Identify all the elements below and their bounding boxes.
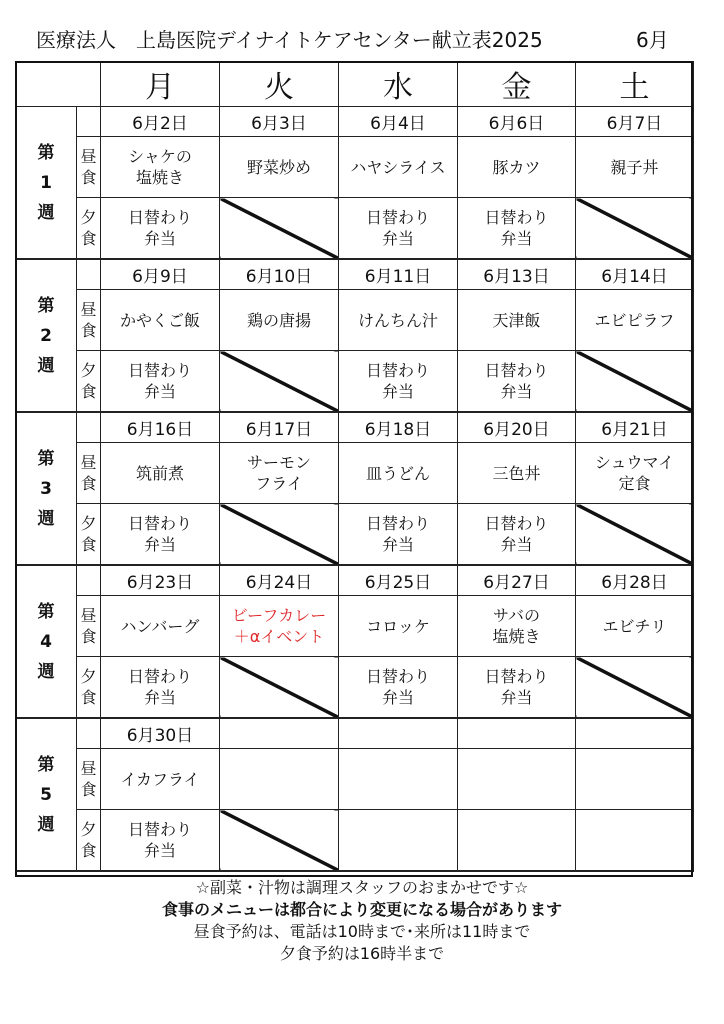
notes (0, 877, 724, 965)
meal-label-blank (77, 107, 101, 137)
dinner-cell: 日替わり 弁当 (339, 198, 458, 260)
dinner-label: 夕 食 (77, 657, 101, 719)
meal-label-blank (77, 565, 101, 596)
lunch-cell: 親子丼 (576, 137, 694, 198)
lunch-cell: サバの 塩焼き (458, 596, 576, 657)
no-dinner-cell (576, 198, 694, 260)
no-dinner-cell (576, 504, 694, 566)
dinner-cell: 日替わり 弁当 (101, 351, 220, 413)
date-cell: 6月20日 (458, 412, 576, 443)
meal-label-blank (77, 718, 101, 749)
date-cell: 6月4日 (339, 107, 458, 137)
dinner-row (16, 504, 694, 566)
lunch-cell: 豚カツ (458, 137, 576, 198)
lunch-cell: 皿うどん (339, 443, 458, 504)
no-dinner-cell (220, 657, 339, 719)
day-header-row (16, 62, 694, 107)
dinner-row (16, 810, 694, 872)
header-corner (16, 62, 101, 107)
lunch-cell: けんちん汁 (339, 290, 458, 351)
date-cell: 6月14日 (576, 259, 694, 290)
lunch-row (16, 596, 694, 657)
date-cell (220, 718, 339, 749)
lunch-cell: 三色丼 (458, 443, 576, 504)
dinner-row (16, 351, 694, 413)
lunch-label: 昼 食 (77, 290, 101, 351)
lunch-cell: 筑前煮 (101, 443, 220, 504)
lunch-row (16, 749, 694, 810)
date-cell (458, 718, 576, 749)
date-cell: 6月13日 (458, 259, 576, 290)
month-label: 6月 (636, 28, 669, 52)
lunch-cell: サーモン フライ (220, 443, 339, 504)
lunch-label: 昼 食 (77, 137, 101, 198)
dinner-cell: 日替わり 弁当 (339, 504, 458, 566)
lunch-cell: エビピラフ (576, 290, 694, 351)
lunch-label: 昼 食 (77, 443, 101, 504)
week-label: 第 5 週 (16, 718, 77, 871)
date-cell: 6月10日 (220, 259, 339, 290)
day-header: 金 (458, 62, 576, 107)
page-header (0, 24, 724, 58)
lunch-label: 昼 食 (77, 596, 101, 657)
date-cell: 6月11日 (339, 259, 458, 290)
lunch-row (16, 290, 694, 351)
dinner-cell: 日替わり 弁当 (101, 504, 220, 566)
lunch-row (16, 137, 694, 198)
no-dinner-cell (220, 504, 339, 566)
date-cell: 6月9日 (101, 259, 220, 290)
note-sides: ☆副菜・汁物は調理スタッフのおまかせです☆ (195, 878, 529, 897)
note-dinner-reservation: 夕食予約は16時半まで (279, 944, 445, 963)
date-row (16, 412, 694, 443)
day-header: 水 (339, 62, 458, 107)
date-cell: 6月23日 (101, 565, 220, 596)
dinner-label: 夕 食 (77, 504, 101, 566)
date-row (16, 565, 694, 596)
event-lunch-cell: ビーフカレー ＋αイベント (220, 596, 339, 657)
date-cell: 6月24日 (220, 565, 339, 596)
lunch-cell: エビチリ (576, 596, 694, 657)
lunch-cell: 天津飯 (458, 290, 576, 351)
lunch-cell: コロッケ (339, 596, 458, 657)
dinner-cell: 日替わり 弁当 (101, 657, 220, 719)
dinner-label: 夕 食 (77, 810, 101, 872)
dinner-cell: 日替わり 弁当 (339, 657, 458, 719)
date-cell: 6月7日 (576, 107, 694, 137)
dinner-cell: 日替わり 弁当 (101, 810, 220, 872)
lunch-cell: 野菜炒め (220, 137, 339, 198)
dinner-cell: 日替わり 弁当 (458, 351, 576, 413)
lunch-cell (458, 749, 576, 810)
date-cell: 6月6日 (458, 107, 576, 137)
dinner-cell: 日替わり 弁当 (458, 504, 576, 566)
lunch-cell: シュウマイ 定食 (576, 443, 694, 504)
lunch-cell: ハンバーグ (101, 596, 220, 657)
lunch-cell (339, 749, 458, 810)
day-header: 土 (576, 62, 694, 107)
dinner-cell (458, 810, 576, 872)
lunch-cell: かやくご飯 (101, 290, 220, 351)
note-lunch-reservation: 昼食予約は、電話は10時まで･来所は11時まで (193, 922, 531, 941)
dinner-label: 夕 食 (77, 351, 101, 413)
lunch-label: 昼 食 (77, 749, 101, 810)
note-menu-change: 食事のメニューは都合により変更になる場合があります (161, 900, 562, 919)
lunch-row (16, 443, 694, 504)
meal-label-blank (77, 412, 101, 443)
week-label: 第 4 週 (16, 565, 77, 718)
lunch-cell: 鶏の唐揚 (220, 290, 339, 351)
lunch-cell: イカフライ (101, 749, 220, 810)
dinner-row (16, 657, 694, 719)
date-cell: 6月18日 (339, 412, 458, 443)
no-dinner-cell (220, 810, 339, 872)
date-row (16, 259, 694, 290)
no-dinner-cell (220, 198, 339, 260)
lunch-cell: ハヤシライス (339, 137, 458, 198)
date-cell: 6月21日 (576, 412, 694, 443)
date-cell: 6月27日 (458, 565, 576, 596)
week-label: 第 1 週 (16, 107, 77, 260)
date-cell: 6月17日 (220, 412, 339, 443)
date-cell: 6月2日 (101, 107, 220, 137)
date-row (16, 107, 694, 137)
date-cell: 6月25日 (339, 565, 458, 596)
date-cell: 6月28日 (576, 565, 694, 596)
date-cell (339, 718, 458, 749)
dinner-cell: 日替わり 弁当 (339, 351, 458, 413)
page-title: 医療法人 上島医院デイナイトケアセンター献立表2025 (36, 28, 543, 52)
day-header: 月 (101, 62, 220, 107)
date-cell: 6月16日 (101, 412, 220, 443)
dinner-cell: 日替わり 弁当 (101, 198, 220, 260)
no-dinner-cell (220, 351, 339, 413)
dinner-row (16, 198, 694, 260)
day-header: 火 (220, 62, 339, 107)
menu-table (15, 61, 694, 872)
no-dinner-cell (576, 657, 694, 719)
dinner-cell (339, 810, 458, 872)
meal-label-blank (77, 259, 101, 290)
dinner-cell (576, 810, 694, 872)
lunch-cell: シャケの 塩焼き (101, 137, 220, 198)
date-row (16, 718, 694, 749)
dinner-cell: 日替わり 弁当 (458, 198, 576, 260)
date-cell: 6月30日 (101, 718, 220, 749)
dinner-cell: 日替わり 弁当 (458, 657, 576, 719)
week-label: 第 2 週 (16, 259, 77, 412)
lunch-cell (576, 749, 694, 810)
dinner-label: 夕 食 (77, 198, 101, 260)
week-label: 第 3 週 (16, 412, 77, 565)
lunch-cell (220, 749, 339, 810)
no-dinner-cell (576, 351, 694, 413)
date-cell: 6月3日 (220, 107, 339, 137)
date-cell (576, 718, 694, 749)
